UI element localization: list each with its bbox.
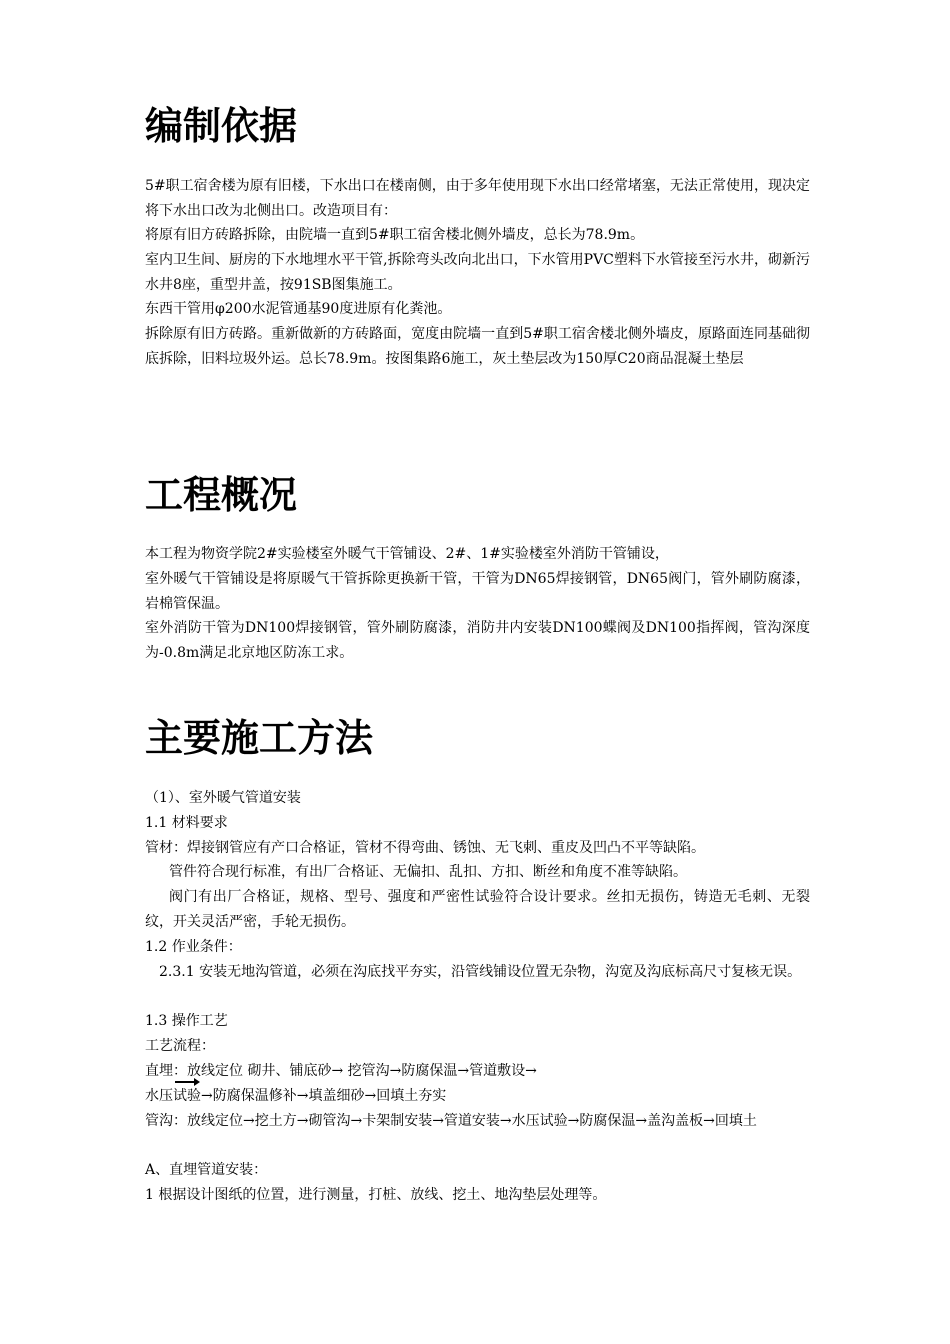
section-title-overview: 工程概况 [145, 473, 298, 517]
paragraph: 5#职工宿舍楼为原有旧楼，下水出口在楼南侧，由于多年使用现下水出口经常堵塞，无法正常使用，现决定将下水出口改为北侧出口。改造项目有： [145, 178, 810, 219]
section-title-methods: 主要施工方法 [145, 716, 374, 760]
text-line: 1.2 作业条件： [145, 939, 242, 955]
paragraph: 拆除原有旧方砖路。重新做新的方砖路面，宽度由院墙一直到5#职工宿舍楼北侧外墙皮，原路面连同基础彻底拆除，旧料垃圾外运。总长78.9m。按图集路6施工，灰土垫层改为150厚C20商品混凝土垫层 [145, 326, 810, 367]
text-line: 水压试验→防腐保温修补→填盖细砂→回填土夯实 [145, 1088, 447, 1104]
text-line: A、直埋管道安装： [145, 1162, 268, 1178]
paragraph: 2.3.1 安装无地沟管道，必须在沟底找平夯实，沿管线铺设位置无杂物，沟宽及沟底标高尺寸复核无误。 [159, 964, 802, 980]
text-line: （1）、室外暖气管道安装 [145, 790, 301, 806]
arrow-icon [175, 1081, 197, 1083]
text-line: 1 根据设计图纸的位置，进行测量，打桩、放线、挖土、地沟垫层处理等。 [145, 1187, 607, 1203]
text-line: 管材：焊接钢管应有产口合格证，管材不得弯曲、锈蚀、无飞刺、重皮及凹凸不平等缺陷。 [145, 840, 705, 856]
section-title-basis: 编制依据 [145, 104, 298, 148]
paragraph: 东西干管用φ200水泥管通基90度进原有化粪池。 [145, 301, 452, 317]
text-line: 管件符合现行标准，有出厂合格证、无偏扣、乱扣、方扣、断丝和角度不准等缺陷。 [169, 864, 687, 880]
paragraph: 将原有旧方砖路拆除，由院墙一直到5#职工宿舍楼北侧外墙皮，总长为78.9m。 [145, 227, 645, 243]
paragraph: 室外暖气干管铺设是将原暖气干管拆除更换新干管，干管为DN65焊接钢管，DN65阀门，管外刷防腐漆，岩棉管保温。 [145, 571, 810, 612]
paragraph: 阀门有出厂合格证，规格、型号、强度和严密性试验符合设计要求。丝扣无损伤，铸造无毛刺、无裂纹，开关灵活严密，手轮无损伤。 [145, 889, 810, 930]
paragraph: 室外消防干管为DN100焊接钢管，管外刷防腐漆，消防井内安装DN100蝶阀及DN100指挥阀，管沟深度为-0.8m满足北京地区防冻工求。 [145, 620, 810, 661]
paragraph: 本工程为物资学院2#实验楼室外暖气干管铺设、2#、1#实验楼室外消防干管铺设， [145, 546, 669, 562]
text-line: 1.3 操作工艺 [145, 1013, 228, 1029]
text-line: 1.1 材料要求 [145, 815, 228, 831]
text-line: 直埋：放线定位 砌井、铺底砂→ 挖管沟→防腐保温→管道敷设→ [145, 1063, 537, 1079]
paragraph: 管沟：放线定位→挖土方→砌管沟→卡架制安装→管道安装→水压试验→防腐保温→盖沟盖板→回填土 [145, 1113, 757, 1129]
text-line: 工艺流程： [145, 1038, 215, 1054]
paragraph: 室内卫生间、厨房的下水地埋水平干管,拆除弯头改向北出口，下水管用PVC塑料下水管接至污水井，砌新污水井8座，重型井盖，按91SB图集施工。 [145, 252, 810, 293]
